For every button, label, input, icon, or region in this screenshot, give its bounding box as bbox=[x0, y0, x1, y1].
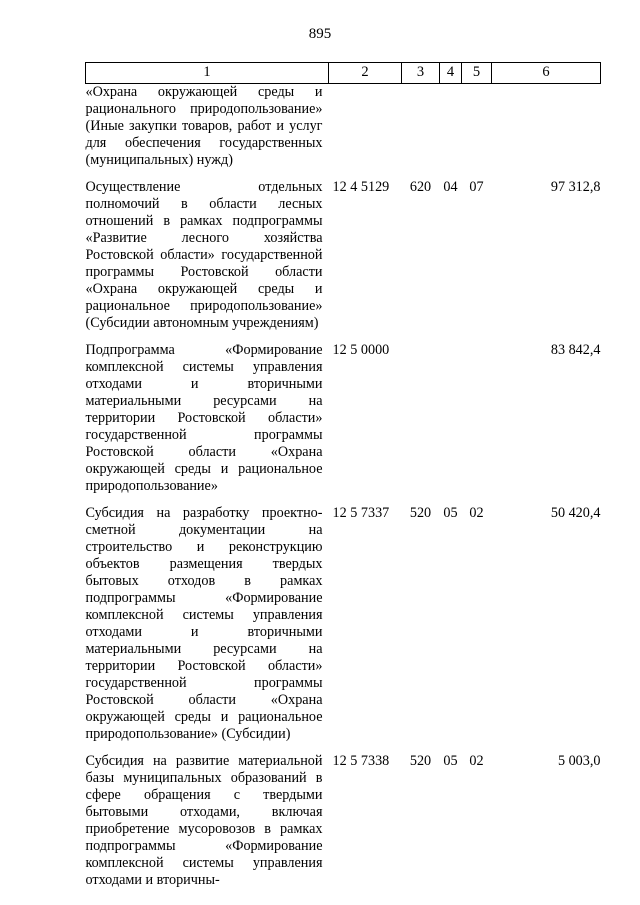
row-pr bbox=[462, 84, 492, 170]
budget-table bbox=[85, 62, 601, 889]
table-row bbox=[86, 179, 601, 332]
row-amount: 50 420,4 bbox=[550, 505, 601, 521]
row-vr: 520 bbox=[409, 505, 432, 521]
column-header-1: 1 bbox=[86, 63, 329, 84]
row-description bbox=[86, 753, 329, 889]
row-code bbox=[329, 84, 402, 170]
table-row bbox=[86, 505, 601, 743]
page-number: 895 bbox=[308, 26, 332, 42]
row-rz: 04 bbox=[443, 179, 458, 195]
row-amount: 97 312,8 bbox=[550, 179, 601, 195]
row-description-text: «Охрана окружающей среды и рационального природопользование» (Иные закупки товаров, работ и услуг для обеспечения государственных (муниципальных) нужд) bbox=[85, 84, 323, 168]
row-description bbox=[86, 342, 329, 495]
row-rz bbox=[440, 84, 462, 170]
row-code: 12 5 0000 bbox=[332, 342, 390, 358]
row-amount bbox=[492, 84, 601, 170]
row-description bbox=[86, 505, 329, 743]
row-pr bbox=[462, 342, 492, 495]
row-code: 12 5 7338 bbox=[332, 753, 390, 769]
row-pr: 02 bbox=[469, 505, 484, 521]
header-row bbox=[86, 63, 601, 84]
row-vr: 620 bbox=[409, 179, 432, 195]
row-vr bbox=[402, 84, 440, 170]
row-pr: 02 bbox=[469, 753, 484, 769]
table-row bbox=[86, 753, 601, 889]
column-header-2: 2 bbox=[329, 63, 402, 84]
row-vr bbox=[402, 342, 440, 495]
row-pr: 07 bbox=[469, 179, 484, 195]
row-code: 12 5 7337 bbox=[332, 505, 390, 521]
row-description-text: Субсидия на разработку проектно-сметной документации на строительство и реконструкцию объектов размещения твердых бытовых отходов в рамках подпрограммы «Формирование комплексной системы управления отходами и вторичными материальными ресурсами на территории Ростовской области» государственной программы Ростовской области «Охрана окружающей среды и рациональное природопользование» (Субсидии) bbox=[85, 505, 323, 742]
column-header-3: 3 bbox=[402, 63, 440, 84]
row-amount: 5 003,0 bbox=[557, 753, 601, 769]
row-code: 12 4 5129 bbox=[332, 179, 390, 195]
row-description-text: Подпрограмма «Формирование комплексной системы управления отходами и вторичными материальными ресурсами на территории Ростовской области» государственной программы Ростовской области «Охрана окружающей среды и рациональное природопользование» bbox=[85, 342, 323, 494]
row-vr: 520 bbox=[409, 753, 432, 769]
column-header-5: 5 bbox=[462, 63, 492, 84]
row-amount: 83 842,4 bbox=[550, 342, 601, 358]
column-header-6: 6 bbox=[492, 63, 601, 84]
row-description-text: Осуществление отдельных полномочий в области лесных отношений в рамках подпрограммы «Развитие лесного хозяйства Ростовской области» государственной программы Ростовской области «Охрана окружающей среды и рациональное природопользование» (Субсидии автономным учреждениям) bbox=[85, 179, 323, 331]
row-rz bbox=[440, 342, 462, 495]
row-description bbox=[86, 84, 329, 170]
row-description bbox=[86, 179, 329, 332]
row-rz: 05 bbox=[443, 505, 458, 521]
table-row bbox=[86, 84, 601, 170]
row-rz: 05 bbox=[443, 753, 458, 769]
row-description-text: Субсидия на развитие материальной базы муниципальных образований в сфере обращения с твердыми бытовыми отходами, включая приобретение мусоровозов в рамках подпрограммы «Формирование комплексной системы управления отходами и вторичны- bbox=[85, 753, 323, 888]
column-header-4: 4 bbox=[440, 63, 462, 84]
table-row bbox=[86, 342, 601, 495]
